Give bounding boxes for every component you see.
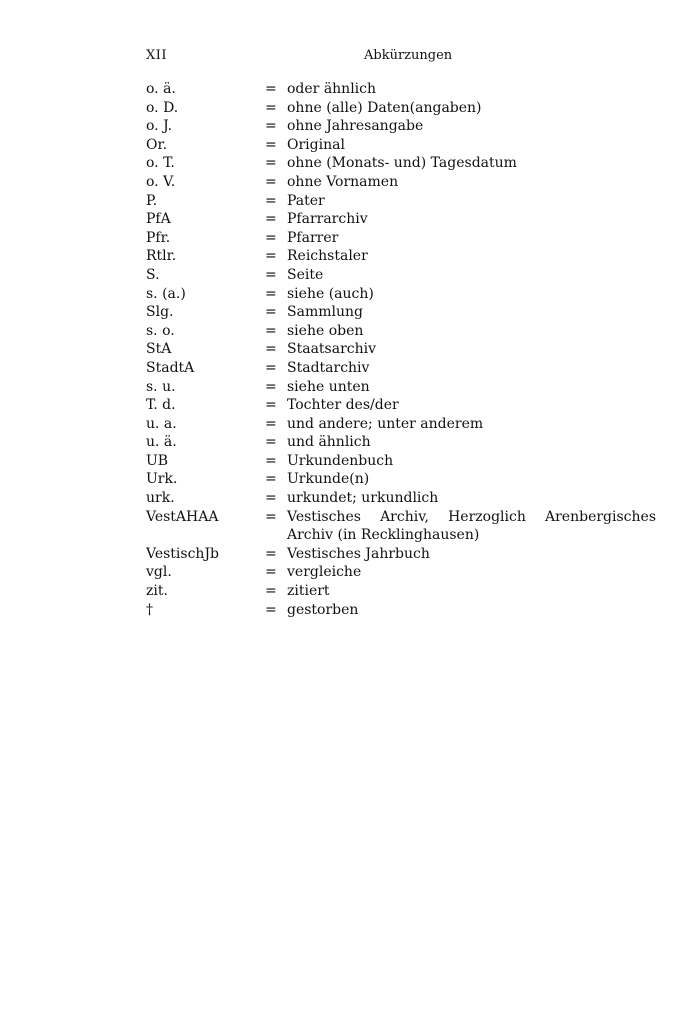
abbreviation-row	[146, 303, 656, 322]
abbreviation-row	[146, 470, 656, 489]
abbreviation-definition: Vestisches Archiv, Herzoglich Arenbergisches Archiv (in Recklinghausen)	[287, 508, 656, 544]
abbreviation-definition: Original	[287, 136, 345, 153]
abbreviation-row	[146, 340, 656, 359]
abbreviation-list	[146, 80, 656, 619]
abbreviation-term: s. o.	[146, 322, 175, 339]
equals-sign: =	[265, 341, 277, 358]
abbreviation-term: Pfr.	[146, 229, 171, 246]
abbreviation-definition: Pater	[287, 192, 325, 209]
abbreviation-term: Slg.	[146, 304, 174, 321]
abbreviation-row	[146, 601, 656, 620]
abbreviation-term: urk.	[146, 490, 175, 507]
abbreviation-definition: ohne (alle) Daten(angaben)	[287, 99, 482, 116]
abbreviation-row	[146, 247, 656, 266]
equals-sign: =	[265, 452, 277, 469]
abbreviation-term: o. V.	[146, 173, 176, 190]
equals-sign: =	[265, 322, 277, 339]
abbreviation-definition: Seite	[287, 266, 324, 283]
abbreviation-row	[146, 154, 656, 173]
abbreviation-definition: Tochter des/der	[287, 397, 399, 414]
abbreviation-term: Or.	[146, 136, 168, 153]
abbreviation-definition: Reichstaler	[287, 248, 368, 265]
abbreviation-term: o. ä.	[146, 81, 176, 97]
abbreviation-definition: und andere; unter anderem	[287, 415, 484, 432]
abbreviation-row	[146, 322, 656, 341]
equals-sign: =	[265, 155, 277, 172]
abbreviation-row	[146, 266, 656, 285]
abbreviation-definition: oder ähnlich	[287, 81, 377, 97]
abbreviation-definition: gestorben	[287, 601, 359, 618]
abbreviation-row	[146, 563, 656, 582]
abbreviation-row	[146, 415, 656, 434]
abbreviation-definition: Pfarrarchiv	[287, 211, 368, 228]
abbreviation-term: Urk.	[146, 471, 178, 488]
abbreviation-term: P.	[146, 192, 158, 209]
abbreviation-term: PfA	[146, 211, 171, 228]
equals-sign: =	[265, 285, 277, 302]
equals-sign: =	[265, 99, 277, 116]
abbreviation-definition: zitiert	[287, 583, 330, 600]
abbreviation-term: Rtlr.	[146, 248, 177, 265]
abbreviation-definition: urkundet; urkundlich	[287, 490, 439, 507]
equals-sign: =	[265, 266, 277, 283]
abbreviation-definition: siehe (auch)	[287, 285, 374, 302]
abbreviation-row	[146, 210, 656, 229]
abbreviation-row	[146, 545, 656, 564]
abbreviation-row	[146, 136, 656, 155]
equals-sign: =	[265, 545, 277, 562]
abbreviation-term: u. a.	[146, 415, 177, 432]
page-number: XII	[146, 48, 168, 63]
abbreviation-row	[146, 285, 656, 304]
abbreviation-term: StA	[146, 341, 172, 358]
abbreviation-term: o. D.	[146, 99, 179, 116]
abbreviation-definition: siehe unten	[287, 378, 370, 395]
abbreviation-definition: und ähnlich	[287, 434, 371, 451]
abbreviation-definition: siehe oben	[287, 322, 364, 339]
abbreviation-row	[146, 192, 656, 211]
equals-sign: =	[265, 211, 277, 228]
equals-sign: =	[265, 229, 277, 246]
equals-sign: =	[265, 248, 277, 265]
abbreviation-row	[146, 80, 656, 99]
equals-sign: =	[265, 471, 277, 488]
abbreviation-term: s. u.	[146, 378, 176, 395]
abbreviation-definition: Staatsarchiv	[287, 341, 377, 358]
equals-sign: =	[265, 434, 277, 451]
abbreviation-row	[146, 229, 656, 248]
abbreviation-row	[146, 433, 656, 452]
equals-sign: =	[265, 508, 277, 525]
abbreviation-definition: Stadtarchiv	[287, 359, 370, 376]
abbreviation-term: u. ä.	[146, 434, 177, 451]
abbreviation-definition: vergleiche	[287, 564, 362, 581]
abbreviation-definition: Urkundenbuch	[287, 452, 394, 469]
abbreviation-definition: Pfarrer	[287, 229, 339, 246]
abbreviation-row	[146, 359, 656, 378]
equals-sign: =	[265, 583, 277, 600]
abbreviation-term: S.	[146, 266, 160, 283]
equals-sign: =	[265, 81, 277, 97]
abbreviation-term: †	[146, 601, 153, 618]
abbreviation-term: VestAHAA	[146, 508, 219, 525]
abbreviation-definition: Vestisches Jahrbuch	[287, 545, 430, 562]
abbreviation-definition: Urkunde(n)	[287, 471, 370, 488]
equals-sign: =	[265, 359, 277, 376]
equals-sign: =	[265, 378, 277, 395]
abbreviation-row	[146, 508, 656, 545]
abbreviation-row	[146, 99, 656, 118]
abbreviation-row	[146, 117, 656, 136]
abbreviation-term: StadtA	[146, 359, 195, 376]
equals-sign: =	[265, 415, 277, 432]
abbreviation-row	[146, 378, 656, 397]
abbreviation-term: vgl.	[146, 564, 172, 581]
abbreviation-row	[146, 396, 656, 415]
abbreviation-term: VestischJb	[146, 545, 220, 562]
abbreviation-definition: ohne Jahresangabe	[287, 118, 424, 135]
page-title: Abkürzungen	[364, 48, 453, 63]
equals-sign: =	[265, 397, 277, 414]
abbreviation-row	[146, 452, 656, 471]
equals-sign: =	[265, 136, 277, 153]
equals-sign: =	[265, 192, 277, 209]
abbreviation-term: o. J.	[146, 118, 173, 135]
abbreviation-term: UB	[146, 452, 169, 469]
abbreviation-definition: Sammlung	[287, 304, 363, 321]
equals-sign: =	[265, 601, 277, 618]
abbreviation-term: o. T.	[146, 155, 175, 172]
abbreviation-row	[146, 173, 656, 192]
abbreviation-definition: ohne Vornamen	[287, 173, 399, 190]
equals-sign: =	[265, 173, 277, 190]
equals-sign: =	[265, 564, 277, 581]
equals-sign: =	[265, 304, 277, 321]
abbreviation-term: T. d.	[146, 397, 176, 414]
equals-sign: =	[265, 490, 277, 507]
abbreviation-row	[146, 489, 656, 508]
equals-sign: =	[265, 118, 277, 135]
abbreviation-term: s. (a.)	[146, 285, 186, 302]
abbreviation-row	[146, 582, 656, 601]
abbreviation-definition: ohne (Monats- und) Tagesdatum	[287, 155, 517, 172]
abbreviation-term: zit.	[146, 583, 168, 600]
